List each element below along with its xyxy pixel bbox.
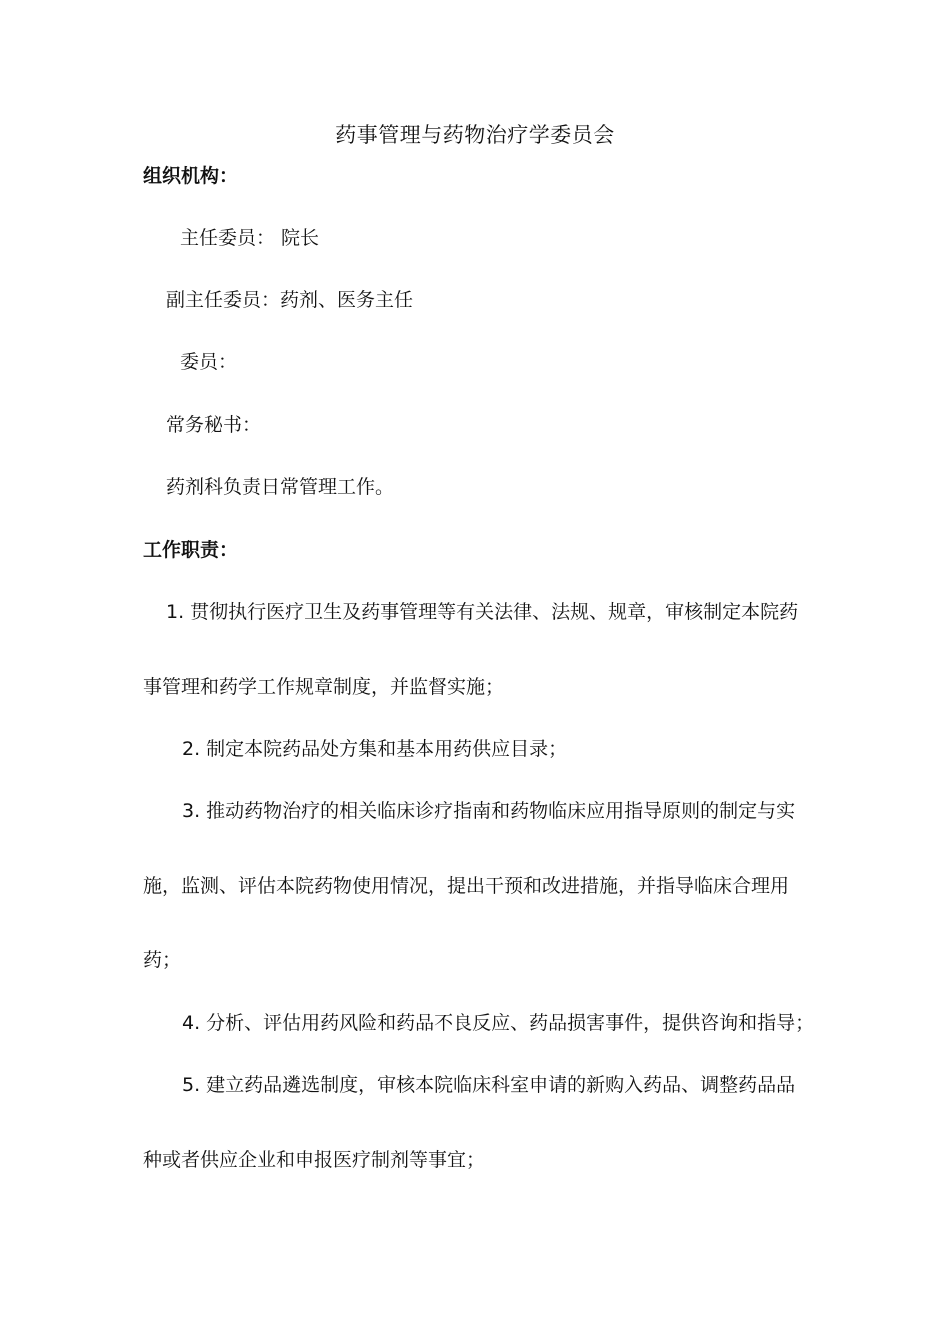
vice-director-line: 副主任委员：药剂、医务主任: [166, 289, 414, 311]
duty-item-3-line-2: 施，监测、评估本院药物使用情况，提出干预和改进措施，并指导临床合理用: [143, 875, 790, 897]
director-line: 主任委员： 院长: [180, 227, 320, 249]
duty-item-3-line-1: 3. 推动药物治疗的相关临床诊疗指南和药物临床应用指导原则的制定与实: [182, 800, 796, 822]
duty-item-5-line-1: 5. 建立药品遴选制度，审核本院临床科室申请的新购入药品、调整药品品: [182, 1074, 796, 1096]
duty-item-1-line-1: 1. 贯彻执行医疗卫生及药事管理等有关法律、法规、规章，审核制定本院药: [166, 601, 799, 623]
daily-work-line: 药剂科负责日常管理工作。: [166, 476, 395, 498]
organization-heading: 组织机构：: [143, 165, 239, 187]
duty-item-3-line-3: 药；: [143, 949, 182, 971]
members-line: 委员：: [180, 351, 238, 373]
duty-item-5-line-2: 种或者供应企业和申报医疗制剂等事宜；: [143, 1149, 486, 1171]
duty-item-1-line-2: 事管理和药学工作规章制度，并监督实施；: [143, 676, 505, 698]
document-title: 药事管理与药物治疗学委员会: [335, 123, 615, 147]
secretary-line: 常务秘书：: [166, 414, 262, 436]
duty-item-4-line-1: 4. 分析、评估用药风险和药品不良反应、药品损害事件，提供咨询和指导；: [182, 1012, 815, 1034]
duties-heading: 工作职责：: [143, 539, 239, 561]
duty-item-2-line-1: 2. 制定本院药品处方集和基本用药供应目录；: [182, 738, 568, 760]
